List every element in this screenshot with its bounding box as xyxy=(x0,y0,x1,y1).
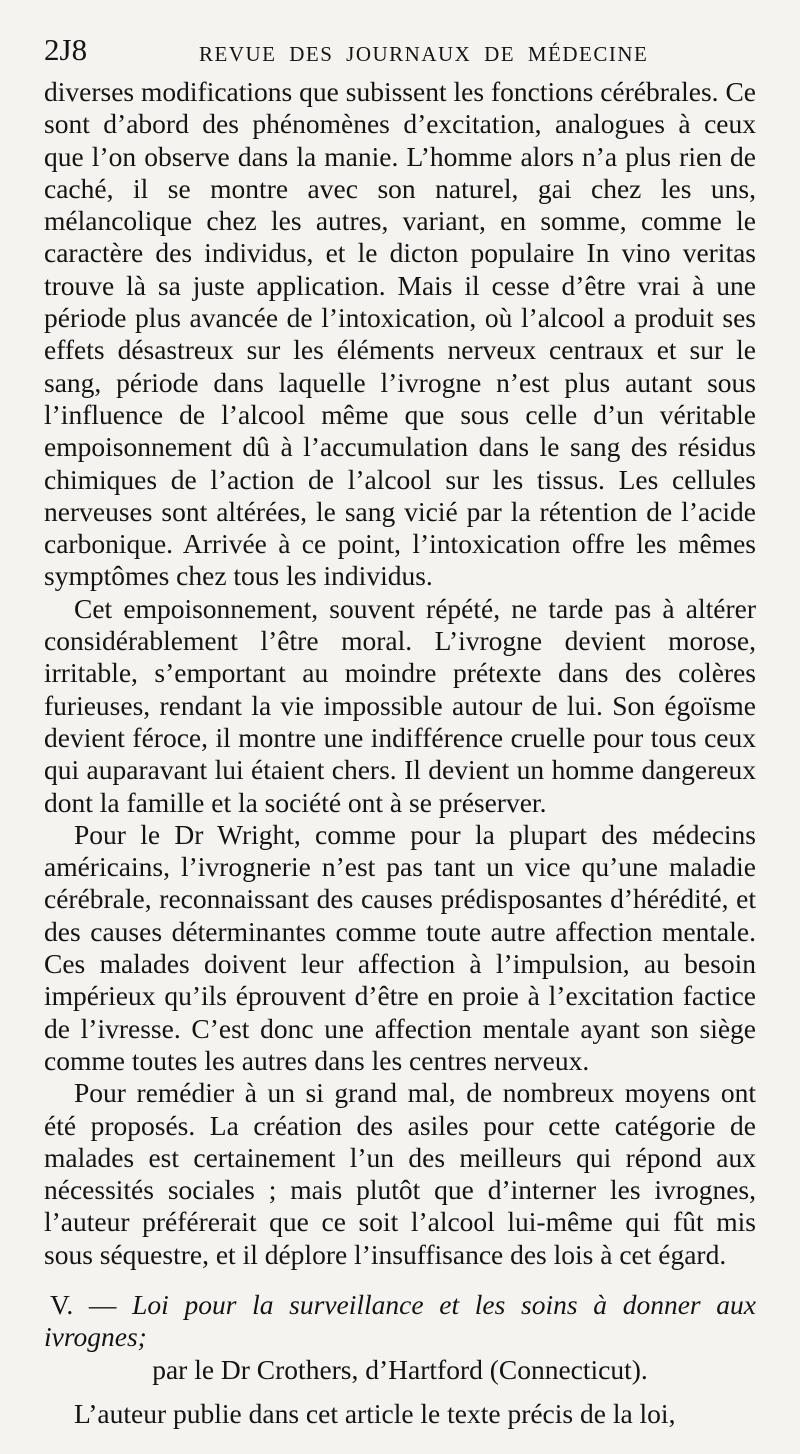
paragraph-2: Cet empoisonnement, souvent répété, ne tarde pas à altérer considérablement l’être moral. L’ivrogne devient morose, irritable, s’emportant au moindre prétexte dans des colères furieuses, rendant la vie impossible autour de lui. Son égoïsme devient féroce, il montre une indifférence cruelle pour tous ceux qui auparavant lui étaient chers. Il devient un homme dangereux dont la famille et la société ont à se préserver. xyxy=(44,592,756,818)
body-text xyxy=(44,76,756,1430)
section-byline: par le Dr Crothers, d’Hartford (Connecticut). xyxy=(152,1353,648,1385)
page-number: 2J8 xyxy=(44,32,88,67)
section-heading xyxy=(44,1289,756,1354)
paragraph-5: L’auteur publie dans cet article le texte précis de la loi, xyxy=(74,1397,676,1429)
section-dash: — xyxy=(88,1288,117,1320)
section-number: V. xyxy=(50,1288,74,1320)
paragraph-3: Pour le Dr Wright, comme pour la plupart des médecins américains, l’ivrognerie n’est pas tant un vice qu’une maladie cérébrale, reconnaissant des causes prédisposantes d’hérédité, et des causes déterminantes comme toute autre affection mentale. Ces malades doivent leur affection à l’impulsion, au besoin impérieux qu’ils éprouvent d’être en proie à l’excitation factice de l’ivresse. C’est donc une affection mentale ayant son siège comme toutes les autres dans les centres nerveux. xyxy=(44,818,756,1076)
page-header xyxy=(44,32,760,72)
section-title: Loi pour la surveillance et les soins à donner aux ivrognes; xyxy=(44,1288,756,1353)
running-title: REVUE DES JOURNAUX DE MÉDECINE xyxy=(199,42,649,66)
paragraph-1: diverses modifications que subissent les fonctions cérébrales. Ce sont d’abord des phénomènes d’excitation, analogues à ceux que l’on observe dans la manie. L’homme alors n’a plus rien de caché, il se montre avec son naturel, gai chez les uns, mélancolique chez les autres, variant, en somme, comme le caractère des individus, et le dicton populaire In vino veritas trouve là sa juste application. Mais il cesse d’être vrai à une période plus avancée de l’intoxication, où l’alcool a produit ses effets désastreux sur les éléments nerveux centraux et sur le sang, période dans laquelle l’ivrogne n’est plus autant sous l’influence de l’alcool même que sous celle d’un véritable empoisonnement dû à l’accumulation dans le sang des résidus chimiques de l’action de l’alcool sur les tissus. Les cellules nerveuses sont altérées, le sang vicié par la rétention de l’acide carbonique. Arrivée à ce point, l’intoxication offre les mêmes symptômes chez tous les individus. xyxy=(44,76,756,592)
paragraph-4: Pour remédier à un si grand mal, de nombreux moyens ont été proposés. La création des asiles pour cette catégorie de malades est certainement l’un des meilleurs qui répond aux nécessités sociales ; mais plutôt que d’interner les ivrognes, l’auteur préférerait que ce soit l’alcool lui-même qui fût mis sous séquestre, et il déplore l’insuffisance des lois à cet égard. xyxy=(44,1077,756,1270)
